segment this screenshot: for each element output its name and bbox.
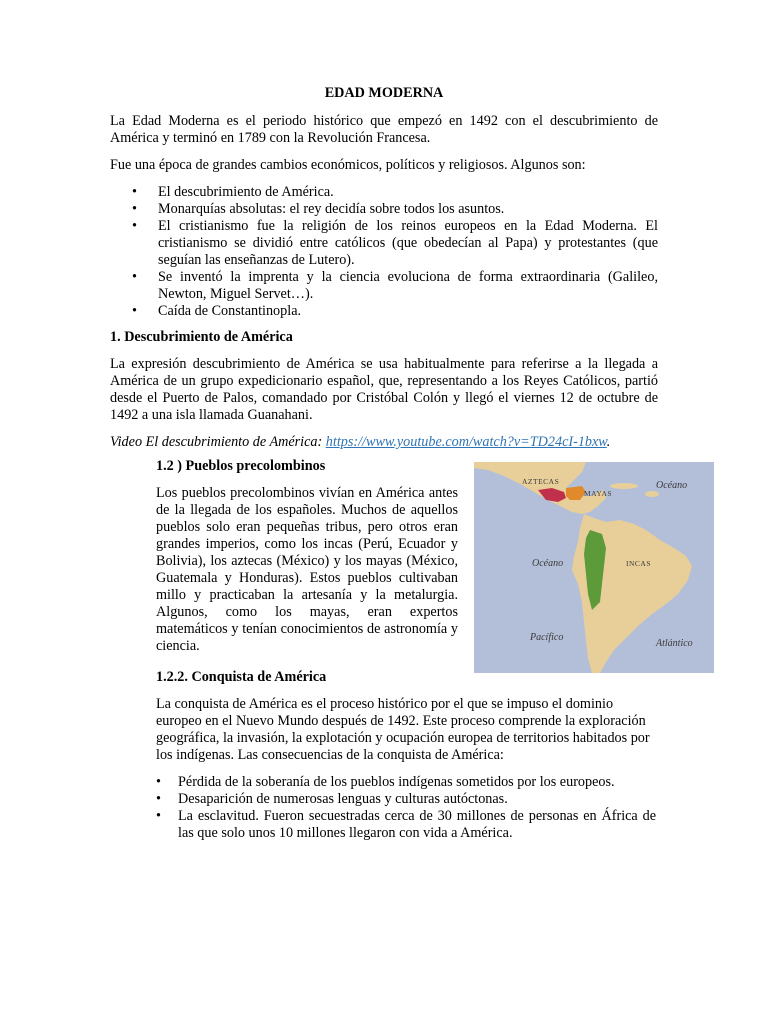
intro-paragraph-2: Fue una época de grandes cambios económicos, políticos y religiosos. Algunos son:: [110, 157, 586, 173]
video-link[interactable]: https://www.youtube.com/watch?v=TD24cI-1bxw: [325, 434, 607, 450]
conquista-section: [156, 669, 656, 851]
list-item: • Desaparición de numerosas lenguas y culturas autóctonas.: [156, 791, 656, 808]
map-label-incas: INCAS: [626, 559, 652, 568]
consequences-list: [156, 774, 656, 842]
list-item: • Pérdida de la soberanía de los pueblos indígenas sometidos por los europeos.: [156, 774, 656, 791]
video-end: .: [606, 434, 611, 450]
list-item: • Se inventó la imprenta y la ciencia evoluciona de forma extraordinaria (Galileo, Newton, Miguel Servet…).: [110, 269, 658, 303]
map-label-mayas: MAYAS: [584, 489, 613, 498]
map-island: [645, 491, 659, 497]
conquista-paragraph: La conquista de América es el proceso histórico por el que se impuso el dominio europeo en el Nuevo Mundo después de 1492. Este proceso comprende la exploración geográfica, la invasión, la explotación y ocupación europea de territorios habitados por los indígenas. Las consecuencias de la conquista de América:: [156, 696, 650, 763]
precolombinos-section: [156, 458, 458, 663]
video-label: Video El descubrimiento de América:: [110, 434, 326, 450]
section-heading-descubrimiento: 1. Descubrimiento de América: [110, 329, 293, 345]
map-label-oceano-2: Océano: [532, 558, 564, 569]
list-item: • La esclavitud. Fueron secuestradas cerca de 30 millones de personas en África de las que solo unos 10 millones llegaron con vida a América.: [156, 808, 656, 842]
intro-paragraph: La Edad Moderna es el periodo histórico que empezó en 1492 con el descubrimiento de América y terminó en 1789 con la Revolución Francesa.: [110, 113, 658, 146]
list-item: • El cristianismo fue la religión de los reinos europeos en la Edad Moderna. El cristianismo se dividió entre católicos (que obedecían al Papa) y protestantes (que seguían las enseñanzas de Lutero).: [110, 218, 658, 269]
document-body: [110, 85, 658, 461]
america-map: [474, 462, 714, 673]
section-heading-precolombinos: 1.2 ) Pueblos precolombinos: [156, 458, 326, 474]
map-island: [610, 483, 638, 489]
list-item: • Caída de Constantinopla.: [110, 303, 658, 320]
map-label-aztecas: AZTECAS: [522, 477, 560, 486]
video-line: [110, 434, 658, 451]
list-item: • El descubrimiento de América.: [110, 184, 658, 201]
descubrimiento-paragraph: La expresión descubrimiento de América se usa habitualmente para referirse a la llegada a América de un grupo expedicionario español, que, representando a los Reyes Católicos, partió desde el Puerto de Palos, comandado por Cristóbal Colón y llegó el viernes 12 de octubre de 1492 a una isla llamada Guanahani.: [110, 356, 658, 423]
map-label-atlantico: Atlántico: [656, 638, 693, 649]
map-label-oceano-1: Océano: [656, 480, 688, 491]
page-title: EDAD MODERNA: [324, 85, 444, 101]
section-heading-conquista: 1.2.2. Conquista de América: [156, 669, 327, 685]
changes-list: [110, 184, 658, 320]
map-label-pacifico: Pacífico: [530, 632, 564, 643]
precolombinos-paragraph: Los pueblos precolombinos vivían en América antes de la llegada de los españoles. Muchos de aquellos pueblos solo eran pequeñas tribus, pero otros eran grandes imperios, como los incas (Perú, Ecuador y Bolivia), los aztecas (México) y los mayas (México, Guatemala y Honduras). Estos pueblos cultivaban millo y practicaban la artesanía y la metalurgia. Algunos, como los mayas, eran expertos matemáticos y tenían conocimientos de astronomía y ciencia.: [156, 485, 458, 654]
list-item: • Monarquías absolutas: el rey decidía sobre todos los asuntos.: [110, 201, 658, 218]
